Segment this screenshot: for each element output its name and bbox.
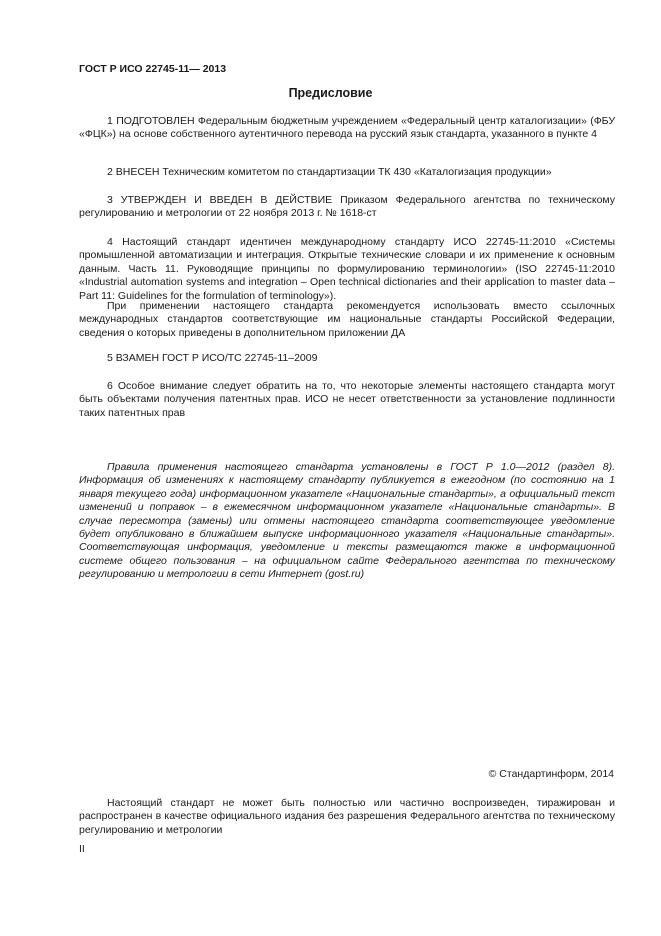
paragraph-2: 2 ВНЕСЕН Техническим комитетом по стандартизации ТК 430 «Каталогизация продукции» [107,166,552,178]
copyright-line: © Стандартинформ, 2014 [488,768,614,780]
paragraph-1: 1 ПОДГОТОВЛЕН Федеральным бюджетным учреждением «Федеральный центр каталогизации» (ФБУ «ФЦК») на основе собственного аутентичного перевода на русский язык стандарта, указанного в пункте 4 [79,115,615,141]
reproduction-notice: Настоящий стандарт не может быть полностью или частично воспроизведен, тиражирован и распространен в качестве официального издания без разрешения Федерального агентства по техническому регулированию и метрологии [79,797,615,836]
page-number: II [79,843,85,855]
paragraph-4-note: При применении настоящего стандарта рекомендуется использовать вместо ссылочных международных стандартов соответствующие им национальные стандарты Российской Федерации, сведения о которых приведены в дополнительном приложении ДА [79,300,615,339]
paragraph-3: 3 УТВЕРЖДЕН И ВВЕДЕН В ДЕЙСТВИЕ Приказом Федерального агентства по техническому регулированию и метрологии от 22 ноября 2013 г. № 1618-ст [79,194,615,220]
application-notice: Правила применения настоящего стандарта установлены в ГОСТ Р 1.0—2012 (раздел 8). Информация об изменениях к настоящему стандарту публикуется в ежегодном (по состоянию на 1 января текущего года) информационном указателе «Национальные стандарты», а официальный текст изменений и поправок – в ежемесячном информационном указателе «Национальные стандарты». В случае пересмотра (замены) или отмены настоящего стандарта соответствующее уведомление будет опубликовано в ближайшем выпуске информационного указателя «Национальные стандарты». Соответствующая информация, уведомление и тексты размещаются также в информационной системе общего пользования – на официальном сайте Федерального агентства по техническому регулированию и метрологии в сети Интернет (gost.ru) [79,461,615,581]
page-title: Предисловие [288,86,373,100]
paragraph-4: 4 Настоящий стандарт идентичен международному стандарту ИСО 22745-11:2010 «Системы промышленной автоматизации и интеграция. Открытые технические словари и их применение к основным данным. Часть 11. Руководящие принципы по формулированию терминологии» (ISO 22745-11:2010 «Industrial automation systems and integration – Open technical dictionaries and their application to master data – Part 11: Guidelines for the formulation of terminology»). [79,236,615,302]
paragraph-5: 5 ВЗАМЕН ГОСТ Р ИСО/ТС 22745-11–2009 [107,352,318,364]
paragraph-6: 6 Особое внимание следует обратить на то, что некоторые элементы настоящего стандарта могут быть объектами получения патентных прав. ИСО не несет ответственности за установление подлинности таких патентных прав [79,380,615,419]
document-header: ГОСТ Р ИСО 22745-11— 2013 [79,63,227,75]
